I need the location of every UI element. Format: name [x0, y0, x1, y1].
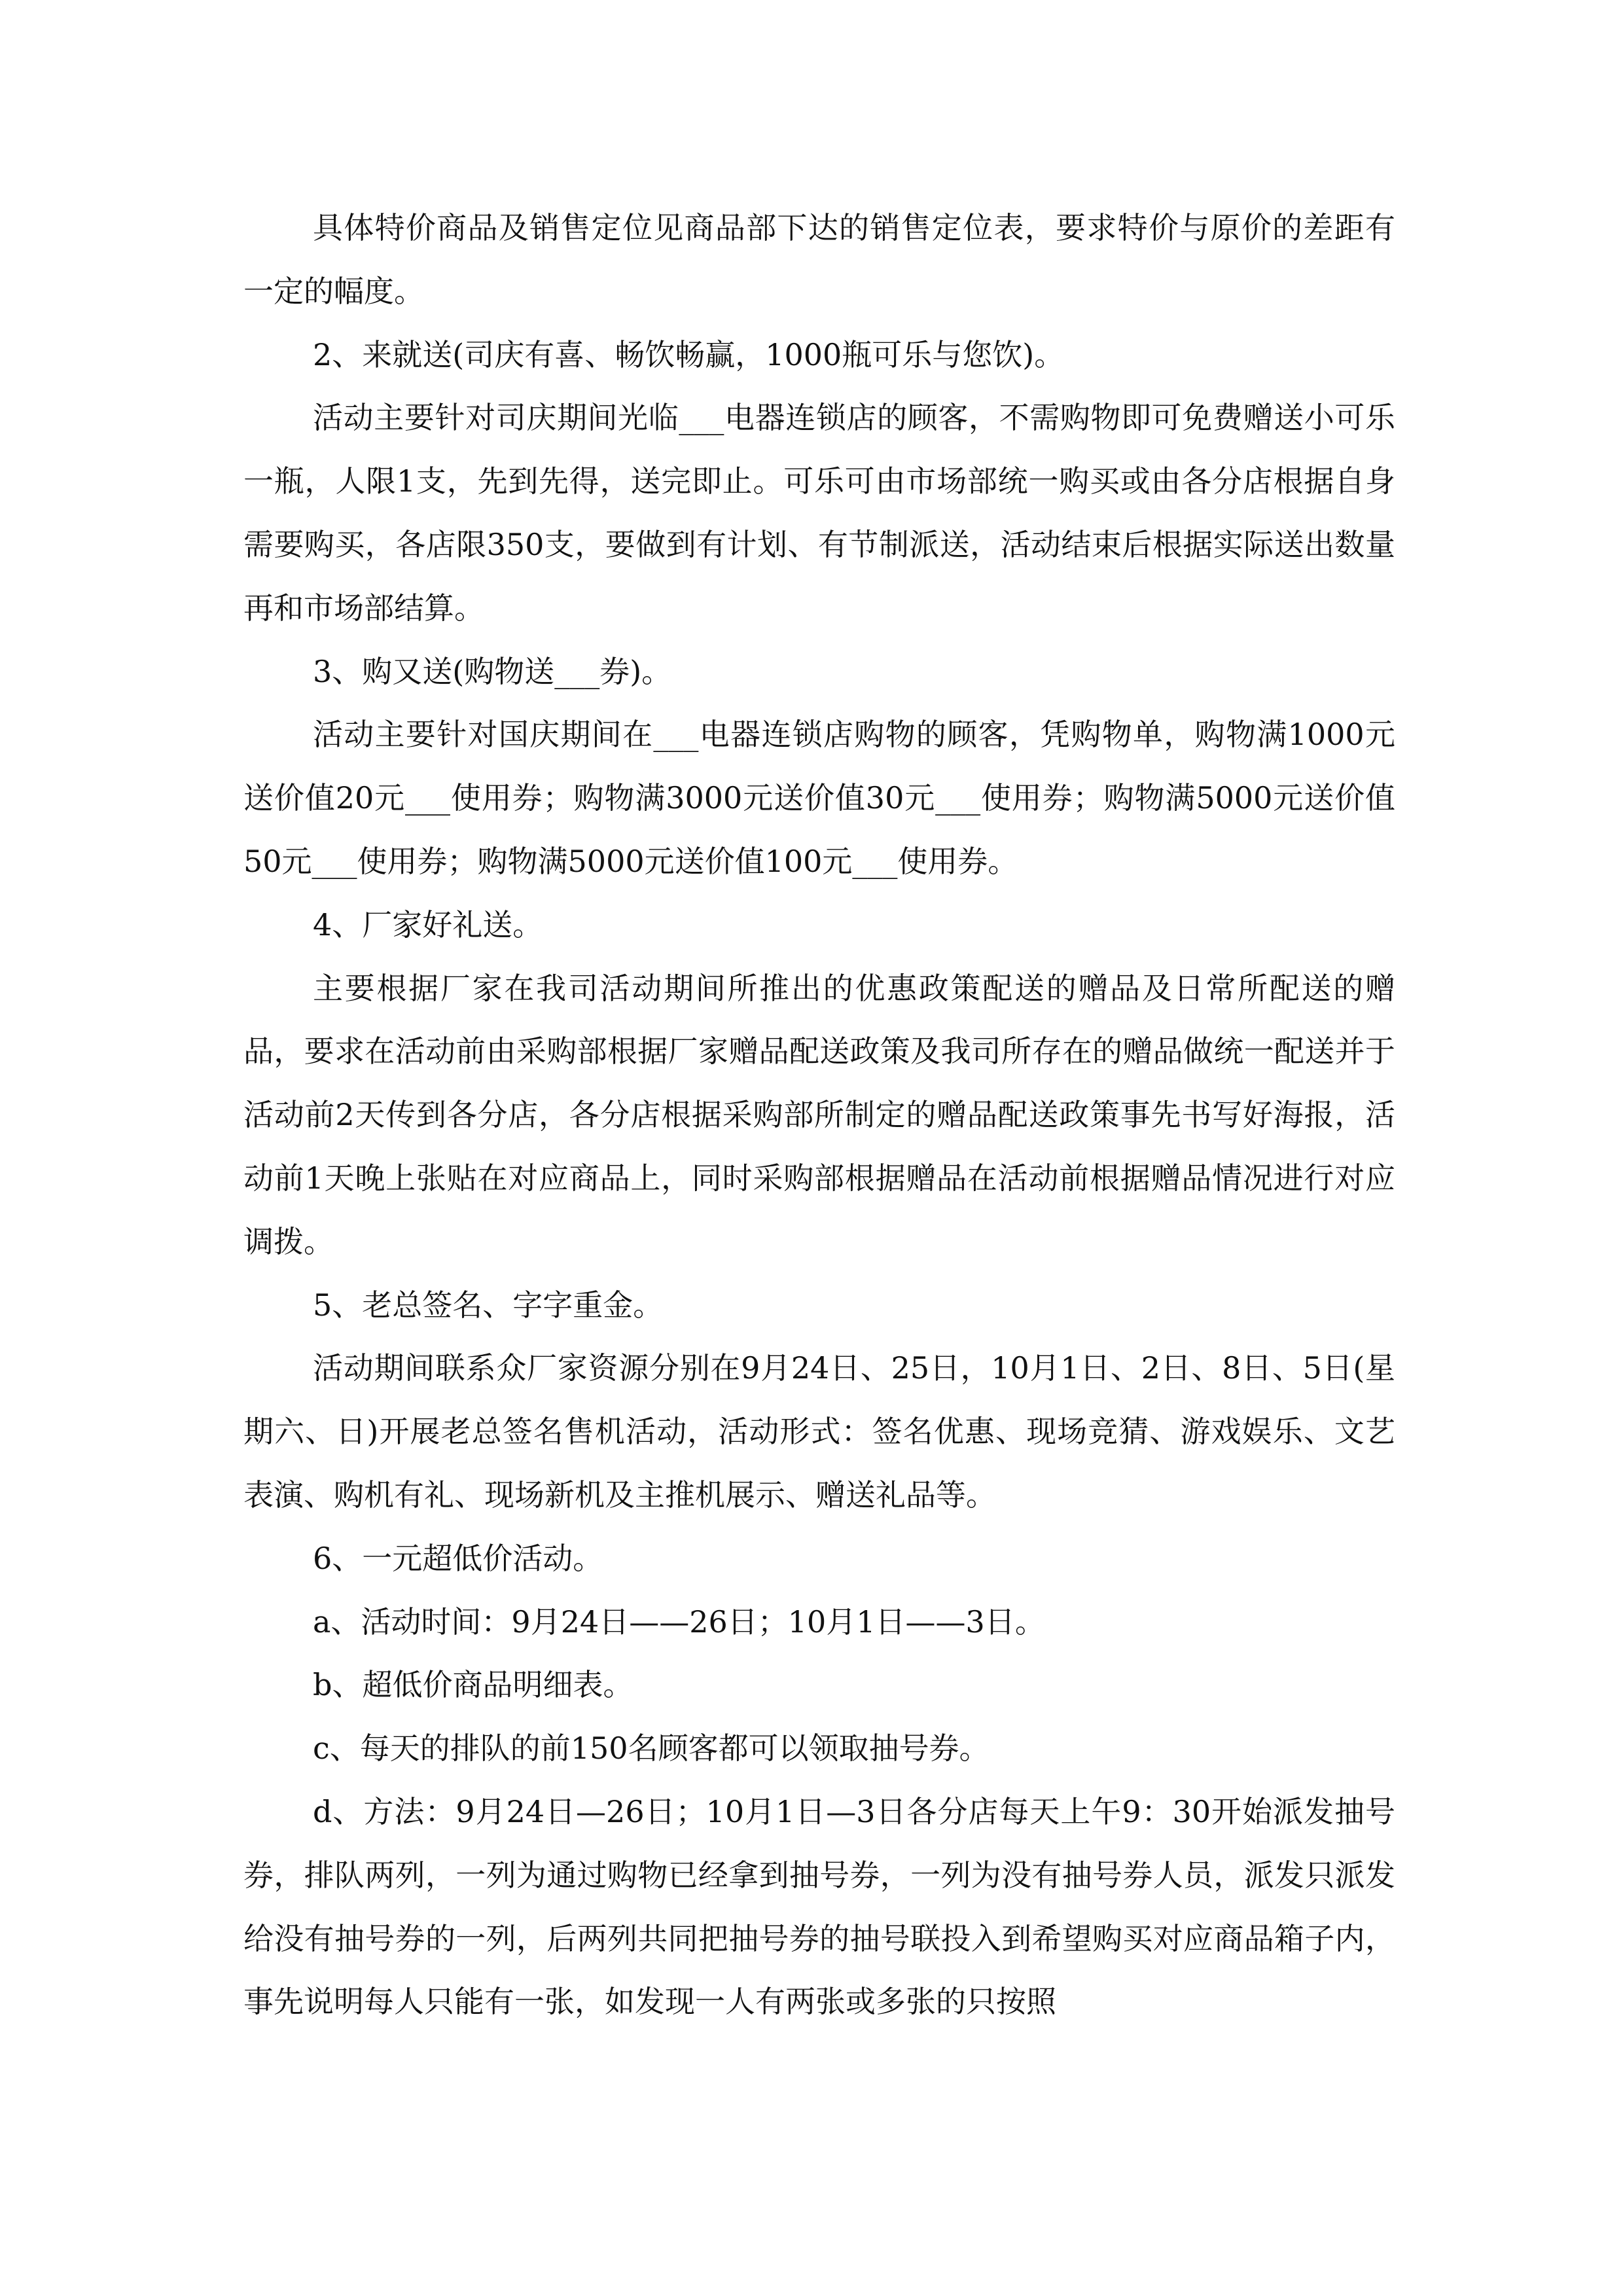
- list-item-a-activity-time: a、活动时间：9月24日——26日；10月1日——3日。: [313, 1604, 1045, 1640]
- heading-item-3: 3、购又送(购物送___券)。: [313, 653, 672, 689]
- paragraph-item-5-details: 活动期间联系众厂家资源分别在9月24日、25日，10月1日、2日、8日、5日(星期六、日)开展老总签名售机活动，活动形式：签名优惠、现场竞猜、游戏娱乐、文艺表演、购机有礼、现场新机及主推机展示、赠送礼品等。: [243, 1350, 1395, 1513]
- heading-item-5: 5、老总签名、字字重金。: [313, 1287, 664, 1323]
- paragraph-item-3-details: 活动主要针对国庆期间在___电器连锁店购物的顾客，凭购物单，购物满1000元送价值20元___使用券；购物满3000元送价值30元___使用券；购物满5000元送价值50元___使用券；购物满5000元送价值100元___使用券。: [243, 717, 1395, 879]
- paragraph-special-price-note: 具体特价商品及销售定位见商品部下达的销售定位表，要求特价与原价的差距有一定的幅度。: [243, 210, 1395, 309]
- heading-item-2: 2、来就送(司庆有喜、畅饮畅赢，1000瓶可乐与您饮)。: [313, 336, 1065, 372]
- list-item-d-method: d、方法：9月24日—26日；10月1日—3日各分店每天上午9：30开始派发抽号券，排队两列，一列为通过购物已经拿到抽号券，一列为没有抽号券人员，派发只派发给没有抽号券的一列，后两列共同把抽号券的抽号联投入到希望购买对应商品箱子内，事先说明每人只能有一张，如发现一人有两张或多张的只按照: [243, 1793, 1395, 2020]
- heading-item-6: 6、一元超低价活动。: [313, 1540, 603, 1576]
- paragraph-item-4-details: 主要根据厂家在我司活动期间所推出的优惠政策配送的赠品及日常所配送的赠品，要求在活动前由采购部根据厂家赠品配送政策及我司所存在的赠品做统一配送并于活动前2天传到各分店，各分店根据采购部所制定的赠品配送政策事先书写好海报，活动前1天晚上张贴在对应商品上，同时采购部根据赠品在活动前根据赠品情况进行对应调拨。: [243, 970, 1395, 1259]
- paragraph-item-2-details: 活动主要针对司庆期间光临___电器连锁店的顾客，不需购物即可免费赠送小可乐一瓶，人限1支，先到先得，送完即止。可乐可由市场部统一购买或由各分店根据自身需要购买，各店限350支，要做到有计划、有节制派送，活动结束后根据实际送出数量再和市场部结算。: [243, 400, 1395, 626]
- heading-item-4: 4、厂家好礼送。: [313, 906, 543, 942]
- document-body: [243, 196, 1395, 2034]
- list-item-c-queue-coupon: c、每天的排队的前150名顾客都可以领取抽号券。: [313, 1731, 990, 1767]
- list-item-b-product-table: b、超低价商品明细表。: [313, 1667, 633, 1703]
